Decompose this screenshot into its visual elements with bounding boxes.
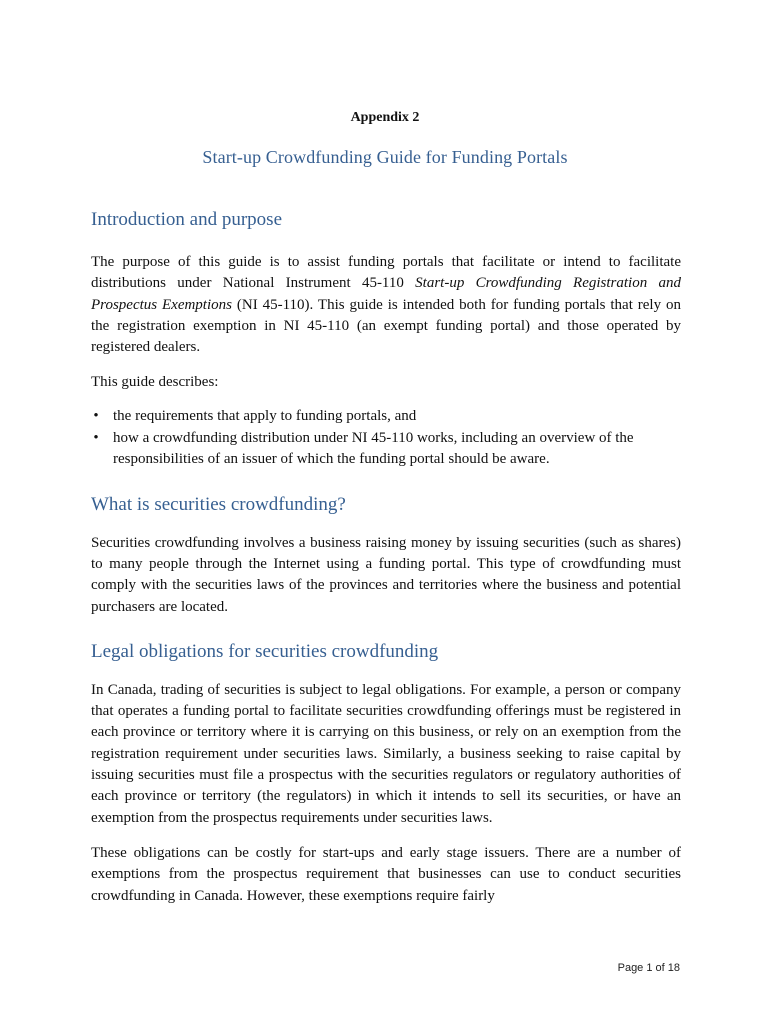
list-item-text: how a crowdfunding distribution under NI 45-110 works, including an overview of the responsibilities of an issuer of which the funding portal should be aware.	[113, 430, 634, 468]
section-heading-introduction: Introduction and purpose	[91, 209, 283, 230]
appendix-label: Appendix 2	[350, 110, 420, 125]
bullet-icon: •	[93, 430, 99, 447]
list-item	[93, 406, 681, 427]
instrument-title-italic: Start-up Crowdfunding Registration and Prospectus Exemptions	[91, 275, 681, 313]
intro-paragraph-1-end: (NI 45-110). This guide is intended both for funding portals that rely on the registration exemption in NI 45-110 (an exempt funding portal) and those operated by registered dealers.	[91, 296, 681, 356]
list-item	[93, 428, 681, 471]
legal-paragraph-2: These obligations can be costly for start-ups and early stage issuers. There are a number of exemptions from the prospectus requirement that businesses can use to conduct securities crowdfunding in Canada. However, these exemptions require fairly	[91, 844, 681, 904]
section-heading-what-is: What is securities crowdfunding?	[91, 493, 346, 515]
what-paragraph-1: Securities crowdfunding involves a business raising money by issuing securities (such as shares) to many people through the Internet using a funding portal. This type of crowdfunding must comply with the securities laws of the provinces and territories where the business and potential purchasers are located.	[91, 534, 681, 615]
document-body	[91, 206, 681, 907]
page-number: Page 1 of 18	[617, 962, 680, 974]
intro-paragraph-2: This guide describes:	[91, 374, 219, 391]
list-item-text: the requirements that apply to funding portals, and	[113, 407, 417, 424]
intro-paragraph-1-start: The purpose of this guide is to assist funding portals that facilitate or intend to facilitate distributions under National Instrument 45-110	[91, 254, 681, 292]
intro-paragraph-1	[91, 252, 681, 358]
section-heading-legal: Legal obligations for securities crowdfunding	[91, 640, 439, 662]
bullet-icon: •	[93, 407, 99, 424]
intro-bullet-list	[91, 406, 681, 471]
document-title: Start-up Crowdfunding Guide for Funding Portals	[202, 147, 568, 167]
legal-paragraph-1: In Canada, trading of securities is subject to legal obligations. For example, a person or company that operates a funding portal to facilitate securities crowdfunding offerings must be registered in each province or territory where it is carrying on this business, or rely on an exemption from the registration requirement under securities laws. Similarly, a business seeking to raise capital by issuing securities must file a prospectus with the securities regulators or regulatory authorities of each province or territory (the regulators) in which it intends to sell its securities, or have an exemption from the prospectus requirements under securities laws.	[91, 681, 681, 826]
